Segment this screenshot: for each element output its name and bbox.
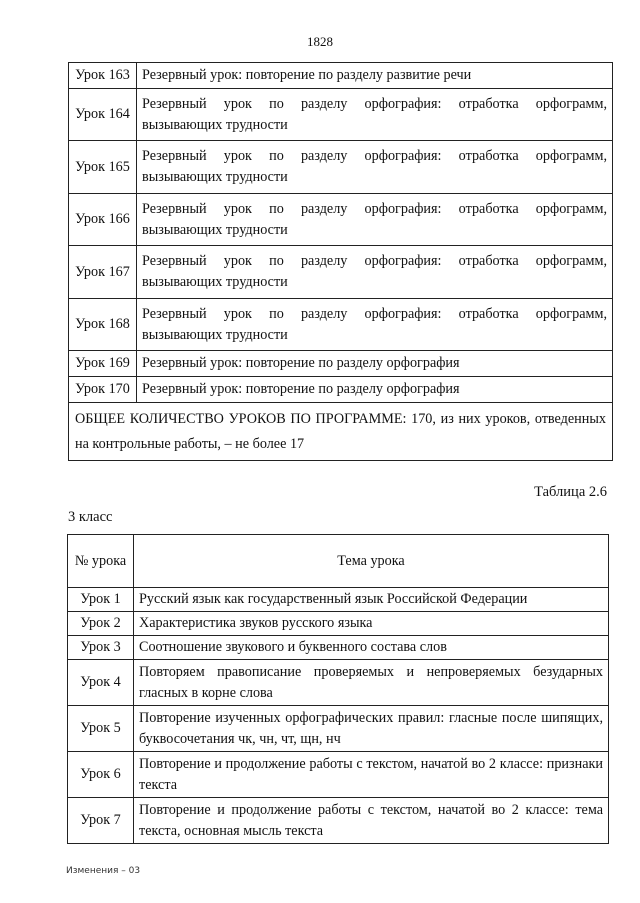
topic-cell: Резервный урок: повторение по разделу орфография <box>137 377 613 403</box>
lessons-table-grade-3 <box>67 534 609 844</box>
topic-cell: Повторяем правописание проверяемых и непроверяемых безударных гласных в корне слова <box>134 660 609 706</box>
lesson-topic-header: Тема урока <box>134 535 609 588</box>
table-row <box>69 89 613 141</box>
lesson-cell: Урок 167 <box>69 246 137 299</box>
lesson-cell: Урок 169 <box>69 351 137 377</box>
total-lessons-text: ОБЩЕЕ КОЛИЧЕСТВО УРОКОВ ПО ПРОГРАММЕ: 170, из них уроков, отведенных на контрольные работы, – не более 17 <box>69 403 613 461</box>
lesson-cell: Урок 165 <box>69 141 137 194</box>
lesson-cell: Урок 164 <box>69 89 137 141</box>
lesson-cell: Урок 2 <box>68 612 134 636</box>
table-row <box>69 141 613 194</box>
lesson-cell: Урок 163 <box>69 63 137 89</box>
lesson-cell: Урок 7 <box>68 798 134 844</box>
lesson-cell: Урок 6 <box>68 752 134 798</box>
topic-cell: Соотношение звукового и буквенного состава слов <box>134 636 609 660</box>
table-row <box>69 351 613 377</box>
topic-cell: Резервный урок по разделу орфография: отработка орфограмм, вызывающих трудности <box>137 89 613 141</box>
page-number: 1828 <box>307 34 333 49</box>
topic-cell: Повторение и продолжение работы с текстом, начатой во 2 классе: признаки текста <box>134 752 609 798</box>
table-row <box>68 588 609 612</box>
table-row <box>68 660 609 706</box>
table-row <box>68 636 609 660</box>
topic-cell: Резервный урок по разделу орфография: отработка орфограмм, вызывающих трудности <box>137 299 613 351</box>
lesson-cell: Урок 170 <box>69 377 137 403</box>
footer-note: Изменения – 03 <box>66 866 141 876</box>
topic-cell: Резервный урок по разделу орфография: отработка орфограмм, вызывающих трудности <box>137 141 613 194</box>
topic-cell: Русский язык как государственный язык Российской Федерации <box>134 588 609 612</box>
topic-cell: Характеристика звуков русского языка <box>134 612 609 636</box>
lesson-cell: Урок 1 <box>68 588 134 612</box>
lesson-cell: Урок 4 <box>68 660 134 706</box>
topic-cell: Резервный урок: повторение по разделу развитие речи <box>137 63 613 89</box>
table-row <box>68 706 609 752</box>
lesson-cell: Урок 3 <box>68 636 134 660</box>
table-header-row <box>68 535 609 588</box>
topic-cell: Резервный урок по разделу орфография: отработка орфограмм, вызывающих трудности <box>137 194 613 246</box>
table-row <box>68 798 609 844</box>
lesson-cell: Урок 166 <box>69 194 137 246</box>
table-row <box>69 377 613 403</box>
table-row <box>69 299 613 351</box>
table-row <box>68 612 609 636</box>
table-row <box>68 752 609 798</box>
table-row <box>69 194 613 246</box>
lesson-number-header: № урока <box>68 535 134 588</box>
topic-cell: Резервный урок: повторение по разделу орфография <box>137 351 613 377</box>
lesson-cell: Урок 5 <box>68 706 134 752</box>
table-caption: Таблица 2.6 <box>534 484 607 500</box>
topic-cell: Резервный урок по разделу орфография: отработка орфограмм, вызывающих трудности <box>137 246 613 299</box>
topic-cell: Повторение и продолжение работы с текстом, начатой во 2 классе: тема текста, основная мысль текста <box>134 798 609 844</box>
topic-cell: Повторение изученных орфографических правил: гласные после шипящих, буквосочетания чк, чн, чт, щн, нч <box>134 706 609 752</box>
lesson-cell: Урок 168 <box>69 299 137 351</box>
total-row <box>69 403 613 461</box>
table-row <box>69 246 613 299</box>
table-row <box>69 63 613 89</box>
class-label: 3 класс <box>68 509 113 525</box>
lessons-table-continued <box>68 62 613 461</box>
